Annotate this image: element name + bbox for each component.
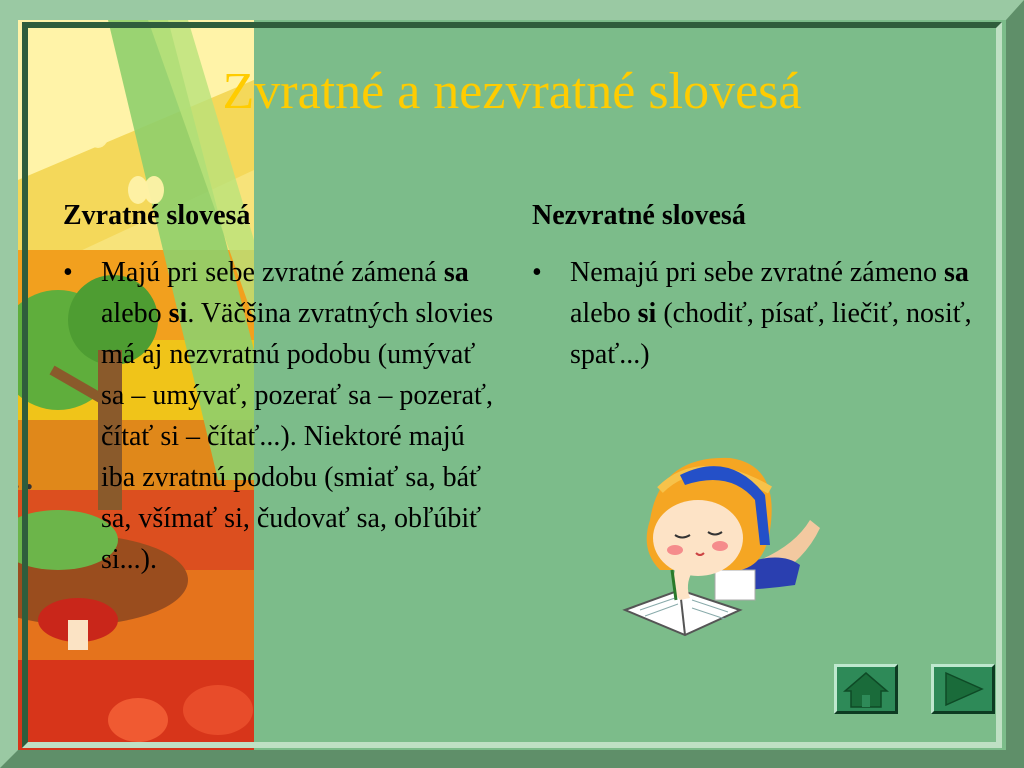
text-segment: Majú pri sebe zvratné zámená xyxy=(101,257,444,288)
text-segment: (chodiť, písať, liečiť, nosiť, spať...) xyxy=(570,298,972,370)
play-next-icon xyxy=(934,667,992,711)
right-column-item xyxy=(532,252,972,375)
bold-word-sa: sa xyxy=(943,257,969,288)
stray-bullet-dots: • • xyxy=(12,474,33,499)
text-segment: alebo xyxy=(570,298,638,329)
text-segment: . Väčšina zvratných slovies má aj nezvratnú podobu (umývať sa – umývať, pozerať sa – pozerať, čítať si – čítať...). Niektoré majú iba zvratnú podobu (smiať sa, báť sa, všímať si, čudovať sa, obľúbiť si...). xyxy=(101,298,494,575)
home-button[interactable] xyxy=(834,664,898,714)
bold-word-si: si xyxy=(637,298,657,329)
girl-writing-illustration xyxy=(620,450,825,645)
text-segment: Nemajú pri sebe zvratné zámeno xyxy=(570,257,944,288)
text-segment: alebo xyxy=(101,298,169,329)
home-icon xyxy=(837,667,895,711)
bullet-marker: • xyxy=(63,257,73,288)
right-column-heading: Nezvratné slovesá xyxy=(532,200,746,231)
left-column-heading: Zvratné slovesá xyxy=(63,200,251,231)
left-column-item xyxy=(63,252,503,580)
bold-word-sa: sa xyxy=(443,257,469,288)
slide-title: Zvratné a nezvratné slovesá xyxy=(222,63,802,120)
bullet-marker: • xyxy=(532,257,542,288)
right-column-list xyxy=(532,252,972,375)
next-slide-button[interactable] xyxy=(931,664,995,714)
left-column-list xyxy=(63,252,503,580)
bold-word-si: si xyxy=(168,298,188,329)
